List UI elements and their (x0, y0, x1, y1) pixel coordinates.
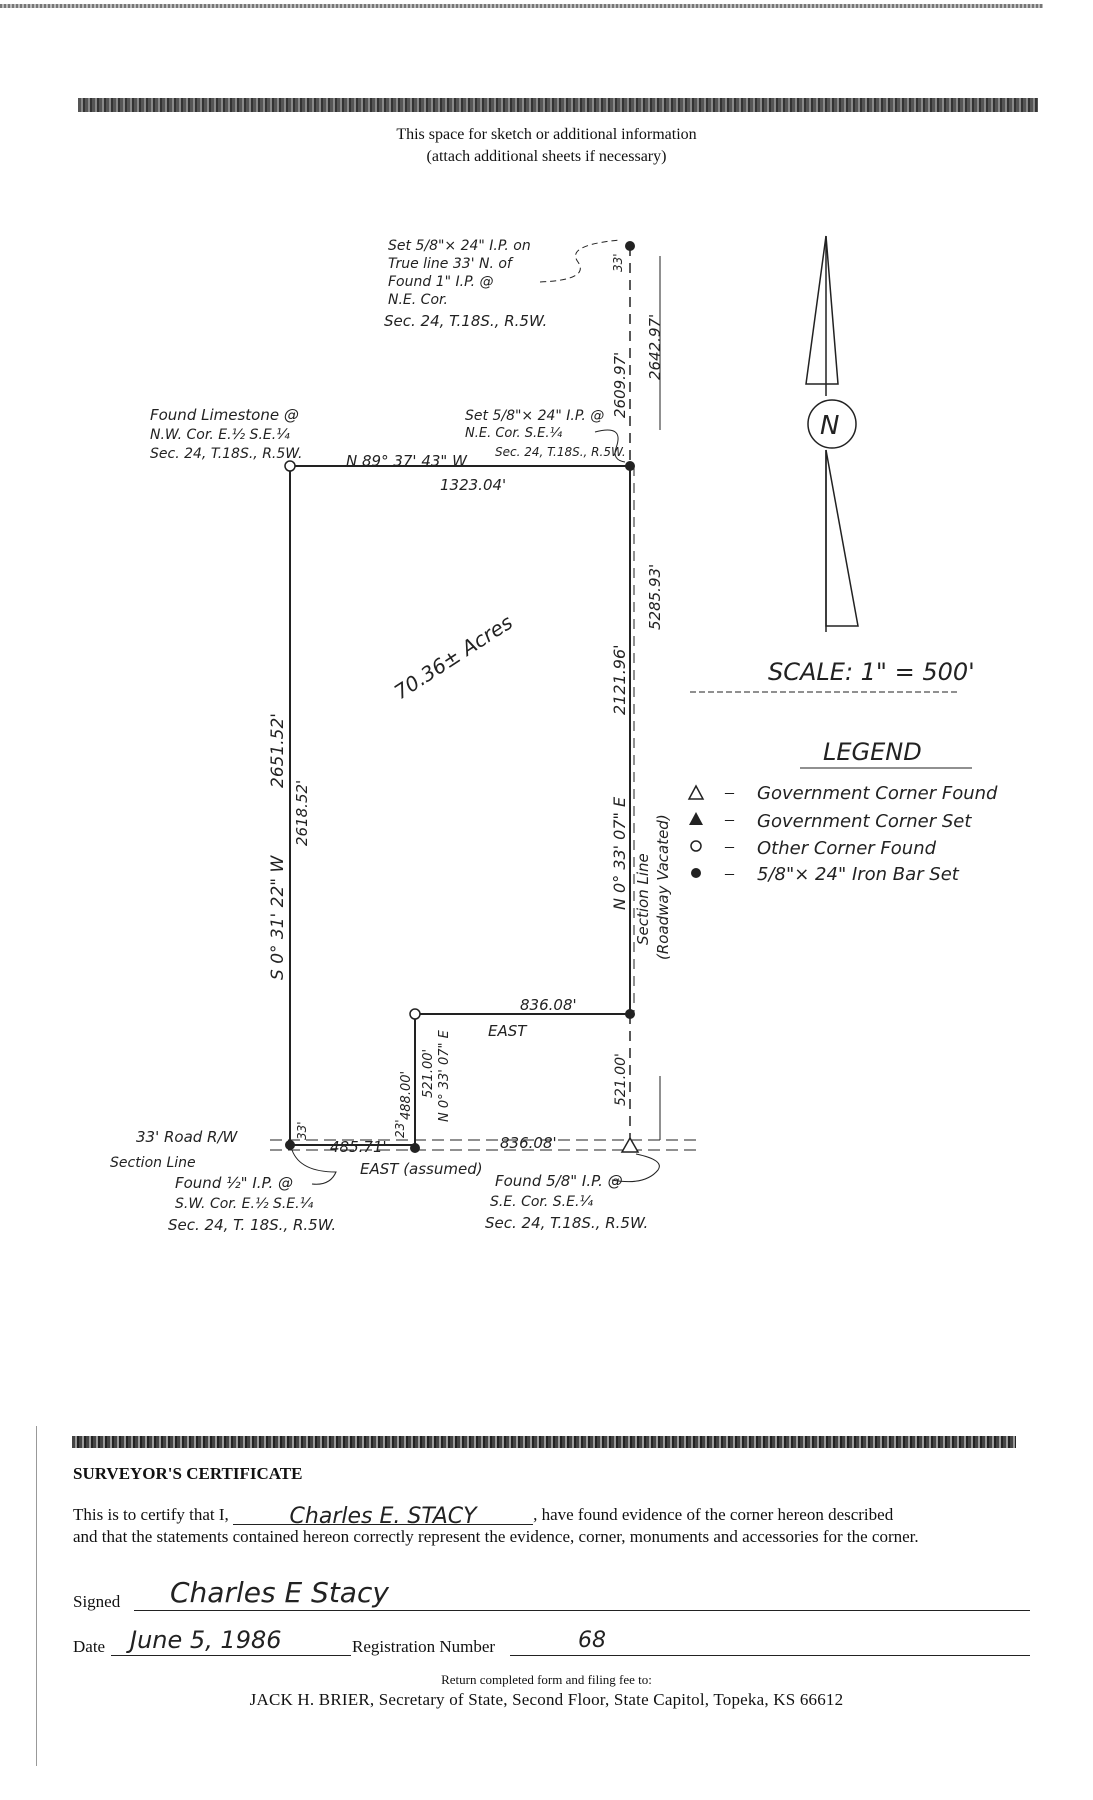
section-line-note: Section Line (634, 853, 652, 945)
ne-note-leader (540, 240, 620, 282)
east-distance-total: 2642.97' (646, 313, 664, 380)
nw-note-line1: Found Limestone @ (150, 406, 299, 424)
signature[interactable]: Charles E Stacy (170, 1576, 389, 1609)
date-label: Date (73, 1637, 106, 1656)
east-bearing: N 0° 33' 07" E (610, 796, 629, 910)
sketch-header-line2: (attach additional sheets if necessary) (426, 148, 667, 165)
ne-qtr-note-line1: Set 5/8"× 24" I.P. @ (465, 408, 605, 424)
registration-line (510, 1655, 1030, 1656)
north-arrow-icon (806, 236, 858, 632)
ne-note-line3: Found 1" I.P. @ (388, 274, 494, 290)
se-note-line2: S.E. Cor. S.E.¼ (490, 1194, 593, 1210)
scale-label: SCALE: 1" = 500' (768, 658, 975, 686)
inner-north-bearing: EAST (488, 1022, 527, 1040)
nw-note-line3: Sec. 24, T.18S., R.5W. (150, 446, 303, 462)
inner-nw-corner-marker (410, 1009, 420, 1019)
ne-qtr-note-line2: N.E. Cor. S.E.¼ (465, 426, 563, 441)
north-distance: 1323.04' (440, 476, 507, 494)
legend-item-3: Other Corner Found (757, 838, 937, 859)
sw-corner-marker (285, 1140, 295, 1150)
legend-dash-4: – (725, 863, 734, 883)
inner-ne-corner-marker (625, 1009, 635, 1019)
ne-33-dimension: 33' (611, 253, 625, 272)
inner-23-dimension: 23' (393, 1119, 407, 1138)
east-distance-upper: 2609.97' (611, 351, 629, 418)
north-symbol: N (820, 411, 840, 441)
se-note-line1: Found 5/8" I.P. @ (495, 1172, 623, 1190)
east-lower-distance: 521.00' (613, 1053, 629, 1106)
inner-west-distance: 488.00' (399, 1070, 414, 1120)
north-bearing: N 89° 37' 43" W (346, 452, 467, 470)
sw-33-dimension: 33' (295, 1121, 309, 1140)
roadway-vacated-note: (Roadway Vacated) (654, 814, 672, 960)
sketch-header-line1: This space for sketch or additional information (396, 126, 697, 143)
legend-item-4: 5/8"× 24" Iron Bar Set (757, 864, 959, 885)
road-rw-label: 33' Road R/W (136, 1128, 238, 1146)
ne-note-line1: Set 5/8"× 24" I.P. on (388, 238, 531, 254)
inner-west-distance2: 521.00' (421, 1048, 436, 1098)
return-note: Return completed form and filing fee to: (441, 1672, 652, 1687)
surveyor-name-field[interactable] (233, 1504, 533, 1529)
legend-filled-circle-icon (691, 868, 701, 878)
certify-prefix: This is to certify that I, (73, 1505, 229, 1524)
return-address: JACK H. BRIER, Secretary of State, Second Floor, State Capitol, Topeka, KS 66612 (249, 1690, 844, 1709)
ne-qtr-note-line3: Sec. 24, T.18S., R.5W. (495, 445, 626, 459)
legend-filled-triangle-icon (689, 812, 703, 825)
legend-dash-2: – (725, 809, 734, 829)
west-distance-inner: 2618.52' (293, 779, 311, 846)
signed-label: Signed (73, 1592, 121, 1611)
ne-note-line2: True line 33' N. of (388, 256, 512, 272)
sw-note-line2: S.W. Cor. E.½ S.E.¼ (175, 1196, 314, 1212)
signature-line (134, 1610, 1030, 1611)
west-distance-outer: 2651.52' (268, 713, 288, 788)
south-distance-west: 485.71' (330, 1138, 387, 1156)
legend-open-circle-icon (691, 841, 701, 851)
legend-dash-1: – (725, 782, 734, 802)
legend-open-triangle-icon (689, 786, 703, 799)
certify-suffix: , have found evidence of the corner hereon described (533, 1505, 894, 1524)
legend-dash-3: – (725, 836, 734, 856)
south-bearing: EAST (assumed) (360, 1160, 483, 1178)
certificate-line2: and that the statements contained hereon correctly represent the evidence, corner, monuments and accessories for the corner. (73, 1527, 919, 1546)
nw-corner-marker (285, 461, 295, 471)
inner-west-bearing: N 0° 33' 07" E (437, 1030, 452, 1122)
ne-note-line5: Sec. 24, T.18S., R.5W. (384, 312, 548, 330)
certificate-title: SURVEYOR'S CERTIFICATE (73, 1464, 303, 1483)
date-value[interactable]: June 5, 1986 (130, 1626, 282, 1654)
sw-note-line3: Sec. 24, T. 18S., R.5W. (168, 1216, 337, 1234)
registration-value[interactable]: 68 (578, 1628, 606, 1653)
inner-sw-corner-marker (410, 1143, 420, 1153)
west-bearing: S 0° 31' 22" W (268, 855, 288, 980)
legend-title: LEGEND (823, 738, 922, 766)
surveyor-name: Charles E. STACY (289, 1504, 477, 1529)
area-label: 70.36± Acres (389, 609, 517, 705)
certificate-bar (72, 1436, 1016, 1448)
certificate-line1 (73, 1504, 894, 1529)
ne-note-line4: N.E. Cor. (388, 292, 448, 308)
ne-true-line-marker (625, 241, 635, 251)
east-distance-mid: 2121.96' (610, 644, 629, 715)
inner-north-distance: 836.08' (520, 996, 577, 1014)
south-distance-east: 836.08' (500, 1134, 557, 1152)
certificate-margin-line (36, 1426, 37, 1766)
sw-note-line1: Found ½" I.P. @ (175, 1174, 294, 1192)
nw-note-line2: N.W. Cor. E.½ S.E.¼ (150, 427, 290, 443)
ne-corner-marker (625, 461, 635, 471)
section-line-label: Section Line (110, 1155, 196, 1171)
se-note-line3: Sec. 24, T.18S., R.5W. (485, 1214, 649, 1232)
east-distance-section: 5285.93' (646, 563, 664, 630)
legend-item-1: Government Corner Found (757, 783, 998, 804)
legend-item-2: Government Corner Set (757, 811, 972, 832)
registration-label: Registration Number (352, 1637, 496, 1656)
date-line (111, 1655, 351, 1656)
